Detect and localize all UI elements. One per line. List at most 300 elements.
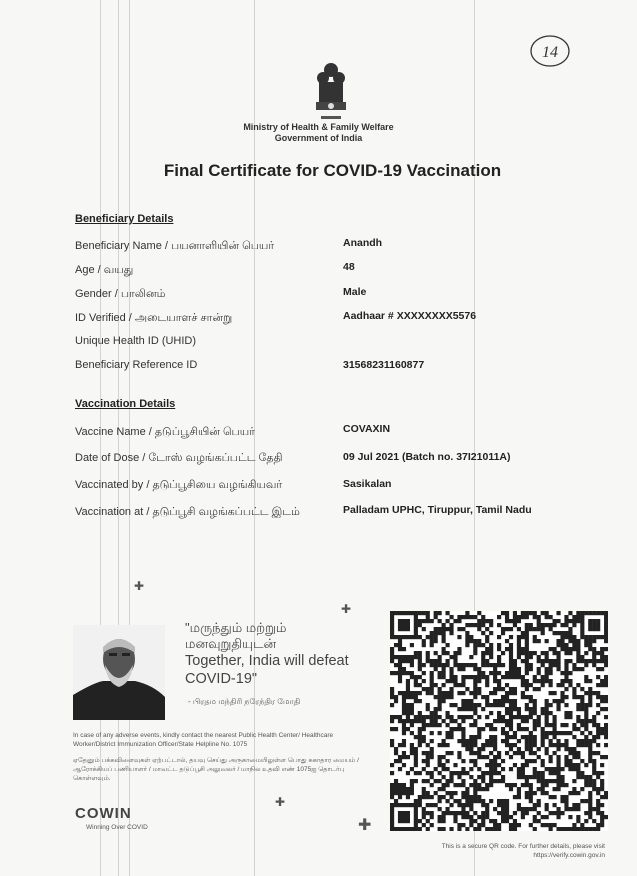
qr-module	[572, 695, 576, 699]
qr-module	[521, 755, 525, 759]
qr-module	[390, 791, 394, 795]
qr-module	[394, 779, 398, 783]
qr-module	[513, 659, 517, 663]
qr-module	[549, 627, 553, 631]
qr-module	[469, 823, 473, 827]
qr-module	[485, 803, 489, 807]
qr-module	[501, 739, 505, 743]
qr-module	[584, 703, 588, 707]
qr-module	[449, 615, 453, 619]
qr-module	[414, 815, 418, 819]
qr-module	[572, 639, 576, 643]
qr-module	[449, 695, 453, 699]
qr-module	[481, 779, 485, 783]
qr-module	[580, 659, 584, 663]
qr-module	[485, 755, 489, 759]
qr-module	[564, 799, 568, 803]
qr-module	[457, 783, 461, 787]
qr-module	[473, 707, 477, 711]
qr-module	[489, 739, 493, 743]
qr-module	[469, 663, 473, 667]
qr-module	[600, 763, 604, 767]
qr-module	[568, 751, 572, 755]
qr-module	[418, 663, 422, 667]
qr-module	[545, 671, 549, 675]
qr-module	[545, 615, 549, 619]
qr-module	[457, 651, 461, 655]
qr-module	[394, 611, 398, 615]
qr-module	[430, 639, 434, 643]
qr-module	[453, 679, 457, 683]
qr-module	[493, 819, 497, 823]
qr-module	[489, 643, 493, 647]
qr-module	[596, 823, 600, 827]
qr-module	[556, 759, 560, 763]
qr-module	[560, 679, 564, 683]
qr-module	[588, 743, 592, 747]
qr-module	[604, 699, 608, 703]
qr-module	[525, 615, 529, 619]
qr-module	[430, 675, 434, 679]
qr-module	[604, 723, 608, 727]
qr-module	[489, 651, 493, 655]
qr-module	[445, 779, 449, 783]
qr-module	[533, 751, 537, 755]
qr-module	[513, 715, 517, 719]
qr-module	[418, 715, 422, 719]
qr-module	[430, 679, 434, 683]
qr-module	[572, 691, 576, 695]
qr-module	[604, 727, 608, 731]
qr-module	[505, 707, 509, 711]
qr-module	[497, 663, 501, 667]
qr-module	[556, 743, 560, 747]
qr-module	[537, 803, 541, 807]
qr-module	[485, 763, 489, 767]
qr-module	[556, 747, 560, 751]
qr-module	[414, 735, 418, 739]
qr-module	[473, 795, 477, 799]
qr-module	[426, 779, 430, 783]
qr-module	[596, 683, 600, 687]
qr-module	[553, 631, 557, 635]
qr-module	[430, 691, 434, 695]
dose-date-label: Date of Dose / டோஸ் வழங்கப்பட்ட தேதி	[75, 452, 283, 464]
qr-module	[513, 795, 517, 799]
qr-module	[465, 707, 469, 711]
qr-module	[414, 823, 418, 827]
qr-module	[430, 811, 434, 815]
qr-module	[489, 771, 493, 775]
qr-module	[465, 791, 469, 795]
qr-module	[501, 819, 505, 823]
qr-module	[477, 775, 481, 779]
qr-module	[477, 731, 481, 735]
qr-module	[418, 743, 422, 747]
qr-module	[600, 823, 604, 827]
qr-module	[568, 679, 572, 683]
qr-module	[489, 783, 493, 787]
qr-module	[465, 795, 469, 799]
qr-module	[556, 683, 560, 687]
qr-module	[588, 739, 592, 743]
qr-module	[438, 627, 442, 631]
qr-module	[449, 751, 453, 755]
qr-module	[604, 631, 608, 635]
qr-module	[529, 627, 533, 631]
qr-module	[497, 827, 501, 831]
qr-module	[406, 627, 410, 631]
qr-module	[584, 819, 588, 823]
qr-module	[584, 723, 588, 727]
qr-module	[604, 635, 608, 639]
qr-module	[572, 727, 576, 731]
qr-module	[489, 735, 493, 739]
qr-module	[576, 775, 580, 779]
qr-module	[438, 707, 442, 711]
qr-module	[564, 643, 568, 647]
qr-module	[556, 631, 560, 635]
qr-module	[505, 647, 509, 651]
qr-module	[580, 655, 584, 659]
pm-credit: - பிரதம மந்திரி நரேந்திர மோதி	[188, 697, 301, 706]
qr-module	[513, 811, 517, 815]
qr-module	[402, 623, 406, 627]
qr-module	[469, 783, 473, 787]
qr-module	[442, 719, 446, 723]
qr-module	[461, 815, 465, 819]
qr-module	[461, 807, 465, 811]
qr-module	[537, 627, 541, 631]
qr-module	[501, 651, 505, 655]
qr-module	[600, 651, 604, 655]
qr-module	[406, 679, 410, 683]
qr-module	[560, 827, 564, 831]
qr-module	[529, 751, 533, 755]
qr-module	[505, 799, 509, 803]
qr-module	[489, 631, 493, 635]
qr-module	[489, 671, 493, 675]
qr-module	[394, 643, 398, 647]
qr-module	[525, 775, 529, 779]
qr-module	[493, 767, 497, 771]
qr-module	[517, 627, 521, 631]
qr-module	[406, 683, 410, 687]
qr-module	[525, 779, 529, 783]
qr-module	[449, 655, 453, 659]
qr-module	[553, 619, 557, 623]
qr-module	[604, 611, 608, 615]
qr-module	[572, 827, 576, 831]
qr-module	[485, 807, 489, 811]
qr-module	[469, 675, 473, 679]
qr-module	[497, 715, 501, 719]
qr-module	[521, 647, 525, 651]
qr-module	[406, 711, 410, 715]
qr-module	[564, 631, 568, 635]
qr-module	[564, 615, 568, 619]
qr-module	[505, 619, 509, 623]
qr-module	[434, 779, 438, 783]
qr-module	[533, 635, 537, 639]
qr-module	[541, 679, 545, 683]
qr-module	[572, 767, 576, 771]
qr-module	[438, 619, 442, 623]
qr-module	[509, 643, 513, 647]
qr-module	[537, 799, 541, 803]
qr-module	[525, 807, 529, 811]
qr-module	[469, 723, 473, 727]
qr-module	[560, 631, 564, 635]
qr-module	[588, 731, 592, 735]
qr-module	[426, 707, 430, 711]
qr-module	[465, 815, 469, 819]
qr-module	[517, 751, 521, 755]
qr-module	[549, 703, 553, 707]
qr-module	[477, 787, 481, 791]
qr-module	[390, 647, 394, 651]
qr-module	[497, 771, 501, 775]
qr-module	[469, 707, 473, 711]
qr-module	[449, 679, 453, 683]
qr-module	[537, 679, 541, 683]
qr-module	[517, 739, 521, 743]
qr-module	[485, 651, 489, 655]
qr-module	[556, 699, 560, 703]
qr-module	[560, 783, 564, 787]
qr-module	[596, 727, 600, 731]
qr-module	[549, 771, 553, 775]
qr-module	[473, 623, 477, 627]
qr-module	[465, 827, 469, 831]
reference-id-value: 31568231160877	[343, 359, 425, 371]
qr-module	[406, 691, 410, 695]
qr-module	[414, 623, 418, 627]
qr-module	[576, 611, 580, 615]
qr-module	[457, 751, 461, 755]
qr-module	[445, 783, 449, 787]
qr-module	[473, 739, 477, 743]
qr-module	[604, 695, 608, 699]
qr-module	[596, 735, 600, 739]
qr-module	[564, 667, 568, 671]
qr-module	[505, 815, 509, 819]
qr-module	[572, 623, 576, 627]
qr-module	[438, 631, 442, 635]
qr-module	[513, 823, 517, 827]
qr-module	[453, 619, 457, 623]
qr-module	[394, 827, 398, 831]
qr-module	[521, 659, 525, 663]
qr-module	[533, 675, 537, 679]
qr-module	[497, 755, 501, 759]
qr-module	[418, 731, 422, 735]
qr-module	[541, 627, 545, 631]
qr-module	[541, 675, 545, 679]
qr-module	[560, 671, 564, 675]
qr-module	[445, 611, 449, 615]
qr-module	[545, 779, 549, 783]
qr-module	[442, 811, 446, 815]
qr-module	[549, 811, 553, 815]
qr-module	[402, 751, 406, 755]
qr-module	[549, 683, 553, 687]
qr-module	[537, 619, 541, 623]
qr-module	[402, 611, 406, 615]
qr-module	[442, 795, 446, 799]
qr-module	[465, 715, 469, 719]
uhid-label: Unique Health ID (UHID)	[75, 335, 197, 347]
qr-module	[564, 747, 568, 751]
qr-module	[422, 823, 426, 827]
qr-module	[469, 819, 473, 823]
qr-module	[398, 791, 402, 795]
qr-module	[521, 611, 525, 615]
qr-module	[525, 643, 529, 647]
qr-module	[560, 647, 564, 651]
qr-module	[545, 815, 549, 819]
qr-module	[584, 727, 588, 731]
qr-module	[410, 659, 414, 663]
qr-module	[533, 699, 537, 703]
qr-module	[576, 683, 580, 687]
qr-module	[592, 783, 596, 787]
qr-module	[553, 727, 557, 731]
quote-english: Together, India will defeat COVID-19"	[185, 653, 349, 687]
qr-module	[438, 703, 442, 707]
qr-module	[588, 759, 592, 763]
qr-module	[505, 639, 509, 643]
qr-module	[481, 787, 485, 791]
qr-module	[560, 779, 564, 783]
qr-module	[461, 707, 465, 711]
qr-module	[473, 683, 477, 687]
qr-module	[394, 803, 398, 807]
qr-module	[529, 739, 533, 743]
qr-module	[394, 751, 398, 755]
qr-module	[600, 783, 604, 787]
qr-module	[513, 751, 517, 755]
qr-module	[549, 723, 553, 727]
qr-module	[600, 683, 604, 687]
qr-module	[600, 635, 604, 639]
qr-module	[560, 731, 564, 735]
qr-module	[438, 715, 442, 719]
qr-module	[556, 815, 560, 819]
qr-module	[430, 723, 434, 727]
qr-module	[457, 615, 461, 619]
qr-module	[580, 731, 584, 735]
qr-module	[426, 619, 430, 623]
qr-module	[430, 771, 434, 775]
qr-module	[402, 727, 406, 731]
qr-module	[521, 651, 525, 655]
qr-module	[453, 791, 457, 795]
qr-module	[434, 627, 438, 631]
beneficiary-name-label: Beneficiary Name / பயனாளியின் பெயர்	[75, 240, 275, 252]
qr-module	[560, 639, 564, 643]
qr-module	[537, 771, 541, 775]
qr-module	[430, 635, 434, 639]
qr-module	[398, 759, 402, 763]
qr-module	[394, 791, 398, 795]
qr-module	[465, 803, 469, 807]
qr-module	[588, 699, 592, 703]
qr-module	[497, 659, 501, 663]
qr-module	[414, 799, 418, 803]
qr-module	[572, 823, 576, 827]
qr-module	[434, 615, 438, 619]
qr-module	[477, 639, 481, 643]
qr-module	[517, 639, 521, 643]
qr-module	[556, 643, 560, 647]
qr-module	[402, 731, 406, 735]
qr-module	[576, 667, 580, 671]
qr-module	[505, 695, 509, 699]
qr-module	[501, 779, 505, 783]
qr-module	[477, 671, 481, 675]
qr-module	[588, 639, 592, 643]
qr-module	[481, 623, 485, 627]
qr-module	[596, 743, 600, 747]
qr-module	[592, 627, 596, 631]
gender-label: Gender / பாலினம்	[75, 288, 166, 300]
qr-module	[390, 827, 394, 831]
qr-note-line-1: This is a secure QR code. For further details, please visit	[441, 843, 605, 850]
qr-module	[553, 647, 557, 651]
qr-module	[517, 787, 521, 791]
qr-module	[553, 699, 557, 703]
qr-module	[533, 819, 537, 823]
qr-module	[572, 787, 576, 791]
qr-module	[398, 663, 402, 667]
qr-module	[497, 823, 501, 827]
qr-module	[449, 627, 453, 631]
qr-module	[493, 779, 497, 783]
qr-module	[489, 751, 493, 755]
qr-module	[485, 659, 489, 663]
qr-module	[576, 643, 580, 647]
qr-module	[541, 631, 545, 635]
qr-module	[592, 779, 596, 783]
qr-module	[406, 803, 410, 807]
qr-module	[410, 671, 414, 675]
qr-module	[604, 755, 608, 759]
qr-module	[453, 763, 457, 767]
qr-module	[501, 775, 505, 779]
qr-module	[596, 751, 600, 755]
qr-module	[465, 739, 469, 743]
qr-module	[434, 767, 438, 771]
qr-module	[390, 691, 394, 695]
qr-module	[521, 811, 525, 815]
age-label: Age / வயது	[75, 264, 134, 276]
qr-module	[406, 755, 410, 759]
qr-module	[553, 743, 557, 747]
qr-module	[568, 683, 572, 687]
qr-module	[485, 695, 489, 699]
qr-module	[481, 823, 485, 827]
qr-module	[497, 699, 501, 703]
qr-module	[445, 743, 449, 747]
qr-module	[517, 723, 521, 727]
qr-module	[537, 811, 541, 815]
vaccinated-by-label: Vaccinated by / தடுப்பூசியை வழங்கியவர்	[75, 479, 283, 491]
qr-module	[438, 743, 442, 747]
qr-module	[410, 635, 414, 639]
qr-module	[592, 827, 596, 831]
qr-module	[457, 727, 461, 731]
